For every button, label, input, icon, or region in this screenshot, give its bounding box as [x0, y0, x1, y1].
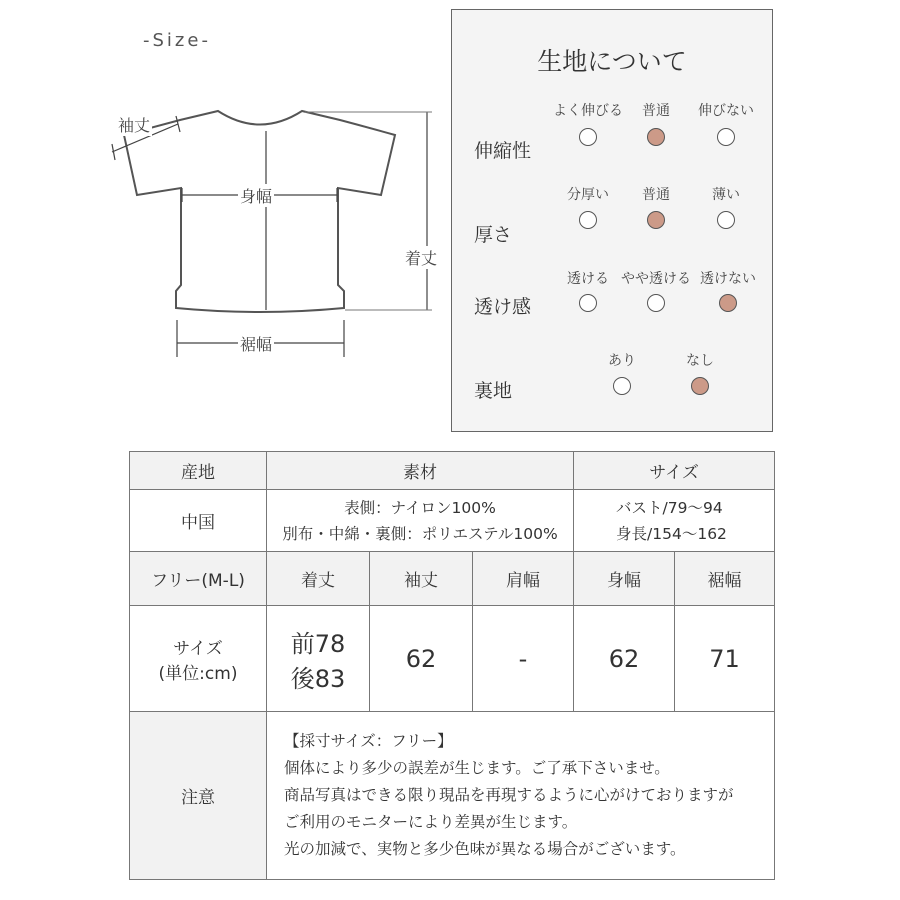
fabric-option-circle — [613, 377, 631, 395]
fabric-option-circle — [717, 128, 735, 146]
size-unit-label: サイズ (単位:cm) — [130, 606, 267, 712]
total-length-label: 着丈 — [403, 246, 439, 269]
size-section-title: -Size- — [143, 30, 211, 51]
note-line: 【採寸サイズ：フリー】 — [284, 732, 453, 750]
fabric-option-circle-selected — [691, 377, 709, 395]
fabric-row-label: 裏地 — [474, 380, 513, 402]
fabric-option-label: やや透ける — [621, 271, 691, 287]
fabric-option-label: よく伸びる — [553, 103, 623, 119]
fabric-option-label: 透ける — [567, 271, 609, 287]
free-size-label: フリー(M-L) — [130, 552, 267, 606]
col-sleeve: 袖丈 — [370, 552, 473, 606]
fabric-option-label: なし — [686, 353, 714, 369]
fabric-option-circle-selected — [647, 211, 665, 229]
material-value — [267, 490, 574, 552]
fabric-option-circle-selected — [719, 294, 737, 312]
fabric-option-circle — [579, 128, 597, 146]
material-line: 別布・中綿・裏側：ポリエステル100% — [282, 524, 558, 543]
fabric-option-label: 普通 — [642, 187, 670, 203]
note-line: 商品写真はできる限り現品を再現するように心がけておりますが — [284, 786, 734, 804]
fabric-row-label: 透け感 — [474, 296, 532, 318]
hem-width-label: 裾幅 — [238, 332, 274, 355]
fabric-info-panel — [451, 9, 773, 432]
fabric-row-label: 厚さ — [474, 224, 513, 246]
fabric-option-circle — [647, 294, 665, 312]
note-line: ご利用のモニターにより差異が生じます。 — [284, 813, 578, 831]
origin-value: 中国 — [130, 490, 267, 552]
fabric-option-circle — [579, 294, 597, 312]
notes-content — [267, 712, 775, 880]
fabric-option-label: あり — [608, 353, 636, 369]
fabric-title: 生地について — [537, 47, 687, 76]
fabric-row-label: 伸縮性 — [474, 140, 532, 162]
col-total-length: 着丈 — [267, 552, 370, 606]
size-line: バスト/79～94 — [616, 498, 723, 517]
fabric-option-label: 透けない — [700, 271, 756, 287]
size-line: 身長/154～162 — [616, 524, 727, 543]
col-shoulder: 肩幅 — [473, 552, 574, 606]
size-header: サイズ — [574, 452, 775, 490]
spec-table — [129, 451, 775, 880]
size-value — [574, 490, 775, 552]
col-hem: 裾幅 — [675, 552, 775, 606]
fabric-option-label: 分厚い — [567, 187, 609, 203]
hem-width-value: 71 — [675, 606, 775, 712]
material-header: 素材 — [267, 452, 574, 490]
garment-outline — [124, 111, 395, 312]
fabric-option-label: 伸びない — [698, 103, 754, 119]
col-body: 身幅 — [574, 552, 675, 606]
body-width-label: 身幅 — [238, 184, 274, 207]
fabric-option-circle — [717, 211, 735, 229]
sleeve-length-label: 袖丈 — [116, 113, 152, 136]
total-length-value: 前78 後83 — [267, 606, 370, 712]
shoulder-value: - — [473, 606, 574, 712]
body-width-value: 62 — [574, 606, 675, 712]
fabric-option-circle — [579, 211, 597, 229]
origin-header: 産地 — [130, 452, 267, 490]
note-line: 光の加減で、実物と多少色味が異なる場合がございます。 — [284, 840, 686, 858]
fabric-option-label: 普通 — [642, 103, 670, 119]
fabric-option-label: 薄い — [712, 187, 740, 203]
sleeve-value: 62 — [370, 606, 473, 712]
material-line: 表側：ナイロン100% — [344, 498, 496, 517]
fabric-option-circle-selected — [647, 128, 665, 146]
note-line: 個体により多少の誤差が生じます。ご了承下さいませ。 — [284, 759, 670, 777]
notes-label: 注意 — [130, 712, 267, 880]
garment-diagram — [0, 0, 450, 380]
